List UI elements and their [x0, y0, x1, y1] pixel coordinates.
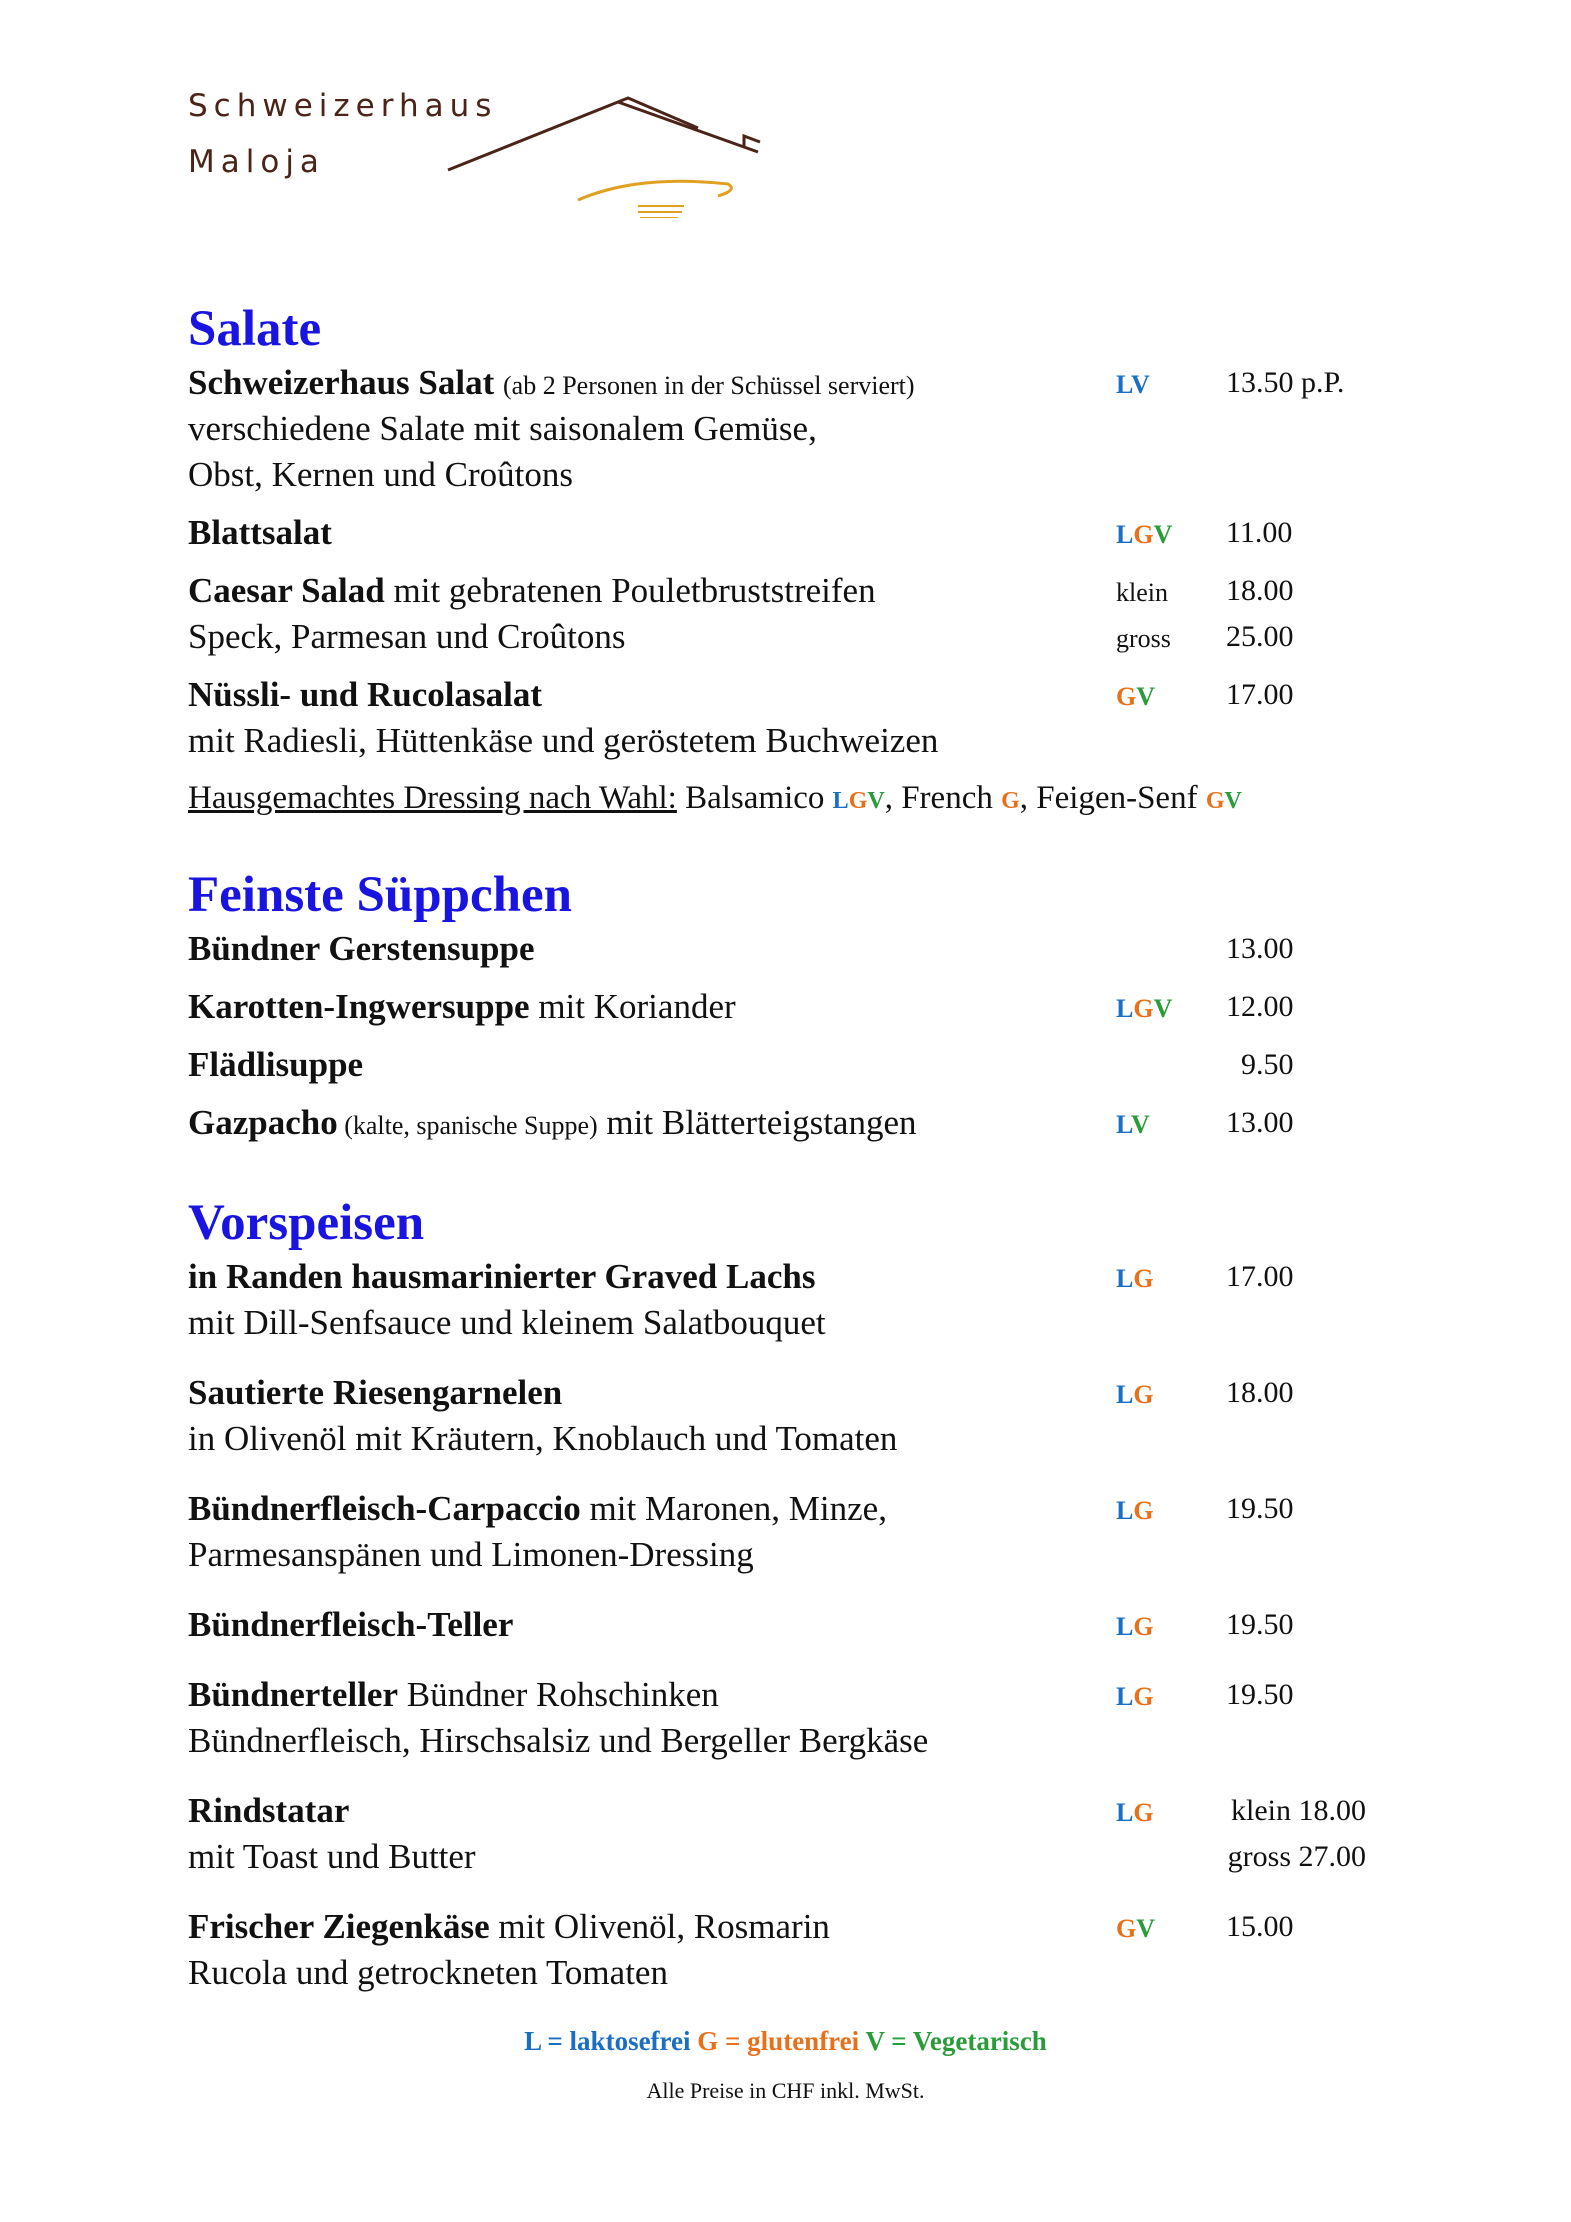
- diet-tags: LV: [1116, 370, 1150, 399]
- section-title-salate: Salate: [188, 301, 322, 357]
- item-price: 13.00: [1226, 1106, 1294, 1139]
- dressing-balsamico: Balsamico: [676, 780, 833, 816]
- item-description: mit Toast und Butter: [188, 1837, 476, 1876]
- item-description: Bündnerfleisch, Hirschsalsiz und Bergeller Bergkäse: [188, 1721, 929, 1760]
- item-name: Caesar Salad: [188, 571, 385, 610]
- item-description: Rucola und getrockneten Tomaten: [188, 1953, 668, 1992]
- logo-line-2: Maloja: [188, 144, 325, 180]
- item-note: (kalte, spanische Suppe): [337, 1111, 598, 1140]
- diet-tags: LG: [1116, 1798, 1154, 1827]
- menu-item-blattsalat: [188, 510, 1388, 556]
- diet-tags: LGV: [832, 788, 885, 814]
- diet-tags: LG: [1116, 1264, 1154, 1293]
- dressing-french: , French: [884, 780, 1002, 816]
- item-price: 18.00: [1226, 574, 1294, 607]
- section-title-vorspeisen: Vorspeisen: [188, 1195, 425, 1251]
- dressing-label: Hausgemachtes Dressing nach Wahl:: [188, 780, 677, 816]
- menu-item-nuessli-rucolasalat: [188, 672, 1388, 764]
- item-description: mit Radiesli, Hüttenkäse und geröstetem Buchweizen: [188, 721, 939, 760]
- item-price: 13.50 p.P.: [1226, 366, 1345, 399]
- item-description: Parmesanspänen und Limonen-Dressing: [188, 1535, 754, 1574]
- item-price: 18.00: [1226, 1376, 1294, 1409]
- item-name: in Randen hausmarinierter Graved Lachs: [188, 1257, 816, 1296]
- item-description: mit Koriander: [529, 987, 736, 1026]
- menu-item-gerstensuppe: [188, 926, 1388, 972]
- item-description: Obst, Kernen und Croûtons: [188, 455, 573, 494]
- item-description: in Olivenöl mit Kräutern, Knoblauch und Tomaten: [188, 1419, 898, 1458]
- item-name: Gazpacho: [188, 1103, 338, 1142]
- legend-laktosefrei: L = laktosefrei: [524, 2026, 691, 2056]
- item-price: 11.00: [1226, 516, 1293, 549]
- item-name: Bündnerfleisch-Carpaccio: [188, 1489, 581, 1528]
- menu-item-karotten-ingwersuppe: [188, 984, 1388, 1030]
- legend-glutenfrei: G = glutenfrei: [697, 2026, 860, 2056]
- item-description: mit Dill-Senfsauce und kleinem Salatbouquet: [188, 1303, 826, 1342]
- item-price: 25.00: [1226, 620, 1294, 653]
- diet-tags: GV: [1116, 682, 1156, 711]
- item-price: 17.00: [1226, 1260, 1294, 1293]
- diet-tags: LG: [1116, 1682, 1154, 1711]
- item-price: klein 18.00: [1231, 1794, 1366, 1827]
- legend-vegetarisch: V = Vegetarisch: [865, 2026, 1047, 2056]
- menu-item-buendnerfleisch-teller: [188, 1602, 1388, 1648]
- diet-tags: GV: [1205, 788, 1242, 814]
- menu-item-graved-lachs: [188, 1254, 1388, 1346]
- section-title-suppen: Feinste Süppchen: [188, 867, 572, 923]
- menu-item-schweizerhaus-salat: [188, 360, 1388, 498]
- diet-tags: LGV: [1116, 994, 1173, 1023]
- diet-legend: [0, 2026, 1571, 2057]
- item-price: 19.50: [1226, 1678, 1294, 1711]
- diet-tags: LG: [1116, 1496, 1154, 1525]
- item-price: 17.00: [1226, 678, 1294, 711]
- logo-line-1: Schweizerhaus: [188, 88, 498, 124]
- diet-tags: LV: [1116, 1110, 1150, 1139]
- diet-tags: LG: [1116, 1612, 1154, 1641]
- item-description: mit Blätterteigstangen: [597, 1103, 917, 1142]
- diet-tags: G: [1001, 788, 1020, 814]
- item-name: Schweizerhaus Salat: [188, 363, 495, 402]
- item-description: mit Maronen, Minze,: [580, 1489, 887, 1528]
- item-description: Speck, Parmesan und Croûtons: [188, 617, 626, 656]
- item-name: Karotten-Ingwersuppe: [188, 987, 530, 1026]
- item-name: Bündnerteller: [188, 1675, 398, 1714]
- menu-item-flaedlisuppe: [188, 1042, 1388, 1088]
- item-price: 9.50: [1241, 1048, 1294, 1081]
- menu-item-rindstatar: [188, 1788, 1388, 1880]
- size-label: klein: [1116, 578, 1168, 607]
- item-name: Bündner Gerstensuppe: [188, 929, 535, 968]
- item-price: gross 27.00: [1227, 1840, 1366, 1873]
- item-price: 15.00: [1226, 1910, 1294, 1943]
- dressing-feigen-senf: , Feigen-Senf: [1019, 780, 1206, 816]
- menu-item-caesar-salad: [188, 568, 1388, 660]
- item-note: (ab 2 Personen in der Schüssel serviert): [503, 371, 915, 400]
- menu-item-carpaccio: [188, 1486, 1388, 1578]
- roof-logo-icon: [438, 88, 768, 218]
- item-name: Bündnerfleisch-Teller: [188, 1605, 514, 1644]
- item-name: Rindstatar: [188, 1791, 350, 1830]
- item-name: Frischer Ziegenkäse: [188, 1907, 490, 1946]
- item-description: mit gebratenen Pouletbruststreifen: [384, 571, 876, 610]
- menu-item-riesengarnelen: [188, 1370, 1388, 1462]
- item-name: Sautierte Riesengarnelen: [188, 1373, 563, 1412]
- item-price: 13.00: [1226, 932, 1294, 965]
- item-name: Flädlisuppe: [188, 1045, 364, 1084]
- item-name: Blattsalat: [188, 513, 332, 552]
- diet-tags: LGV: [1116, 520, 1173, 549]
- restaurant-logo: [188, 84, 768, 224]
- menu-item-gazpacho: [188, 1100, 1388, 1146]
- diet-tags: LG: [1116, 1380, 1154, 1409]
- diet-tags: GV: [1116, 1914, 1156, 1943]
- item-description: Bündner Rohschinken: [397, 1675, 719, 1714]
- size-label: gross: [1116, 624, 1171, 653]
- item-price: 12.00: [1226, 990, 1294, 1023]
- menu-item-buendnerteller: [188, 1672, 1388, 1764]
- menu-item-ziegenkaese: [188, 1904, 1388, 1996]
- item-description: verschiedene Salate mit saisonalem Gemüse,: [188, 409, 817, 448]
- item-price: 19.50: [1226, 1608, 1294, 1641]
- item-description: mit Olivenöl, Rosmarin: [489, 1907, 830, 1946]
- dressing-options: [188, 774, 1388, 822]
- item-name: Nüssli- und Rucolasalat: [188, 675, 542, 714]
- item-price: 19.50: [1226, 1492, 1294, 1525]
- price-footer: Alle Preise in CHF inkl. MwSt.: [646, 2078, 925, 2103]
